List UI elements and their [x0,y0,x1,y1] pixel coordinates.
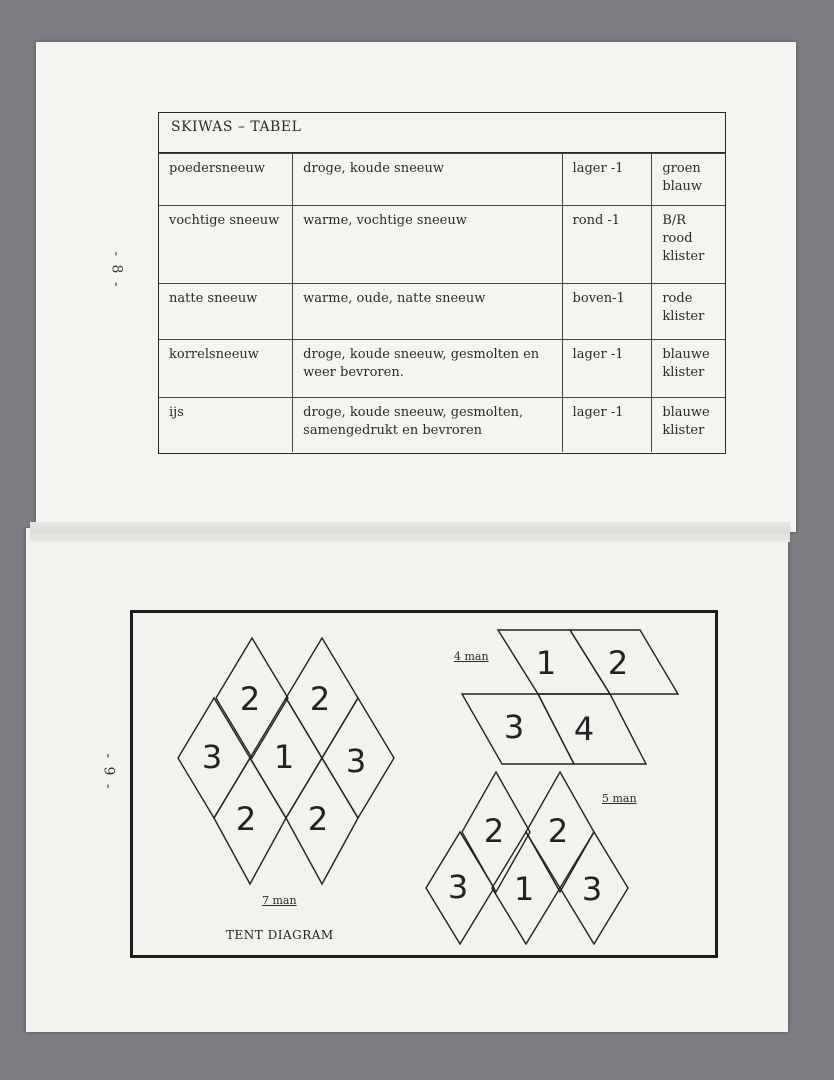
tent-number: 2 [235,800,257,838]
snow-type-cell: ijs [159,398,293,452]
tent-number: 1 [535,644,557,682]
four-man-diagram [462,630,678,764]
tent-number: 2 [307,800,329,838]
code-cell: lager -1 [562,398,652,452]
snow-type-cell: poedersneeuw [159,154,293,206]
wax-cell: B/R rood klister [652,206,725,284]
tent-number: 1 [273,738,295,776]
five-man-caption: 5 man [602,792,637,805]
four-man-caption: 4 man [454,650,489,663]
condition-cell: droge, koude sneeuw [293,154,562,206]
page-number-9: - 9 - [100,753,117,791]
wax-cell: groen blauw [652,154,725,206]
tent-number: 3 [581,870,603,908]
code-cell: rond -1 [562,206,652,284]
code-cell: lager -1 [562,340,652,398]
seven-man-caption: 7 man [262,894,297,907]
code-cell: boven-1 [562,284,652,340]
tent-number: 2 [483,812,505,850]
snow-type-cell: vochtige sneeuw [159,206,293,284]
wax-cell: rode klister [652,284,725,340]
snow-type-cell: natte sneeuw [159,284,293,340]
tent-diagram-label: TENT DIAGRAM [226,928,334,942]
wax-cell: blauwe klister [652,340,725,398]
tent-number: 4 [573,710,595,748]
tent-number: 3 [201,738,223,776]
table-title: SKIWAS – TABEL [159,113,725,153]
condition-cell: warme, vochtige sneeuw [293,206,562,284]
tent-number: 2 [239,680,261,718]
page-number-8: - 8 - [108,251,125,289]
tent-number: 3 [447,868,469,906]
condition-cell: droge, koude sneeuw, gesmolten, samengedrukt en bevroren [293,398,562,452]
wax-cell: blauwe klister [652,398,725,452]
snow-type-cell: korrelsneeuw [159,340,293,398]
tent-number: 2 [607,644,629,682]
tent-number: 2 [309,680,331,718]
tent-number: 2 [547,812,569,850]
condition-cell: droge, koude sneeuw, gesmolten en weer bevroren. [293,340,562,398]
tent-number: 3 [503,708,525,746]
code-cell: lager -1 [562,154,652,206]
tent-number: 3 [345,742,367,780]
tent-number: 1 [513,870,535,908]
five-man-diagram [426,772,628,944]
condition-cell: warme, oude, natte sneeuw [293,284,562,340]
